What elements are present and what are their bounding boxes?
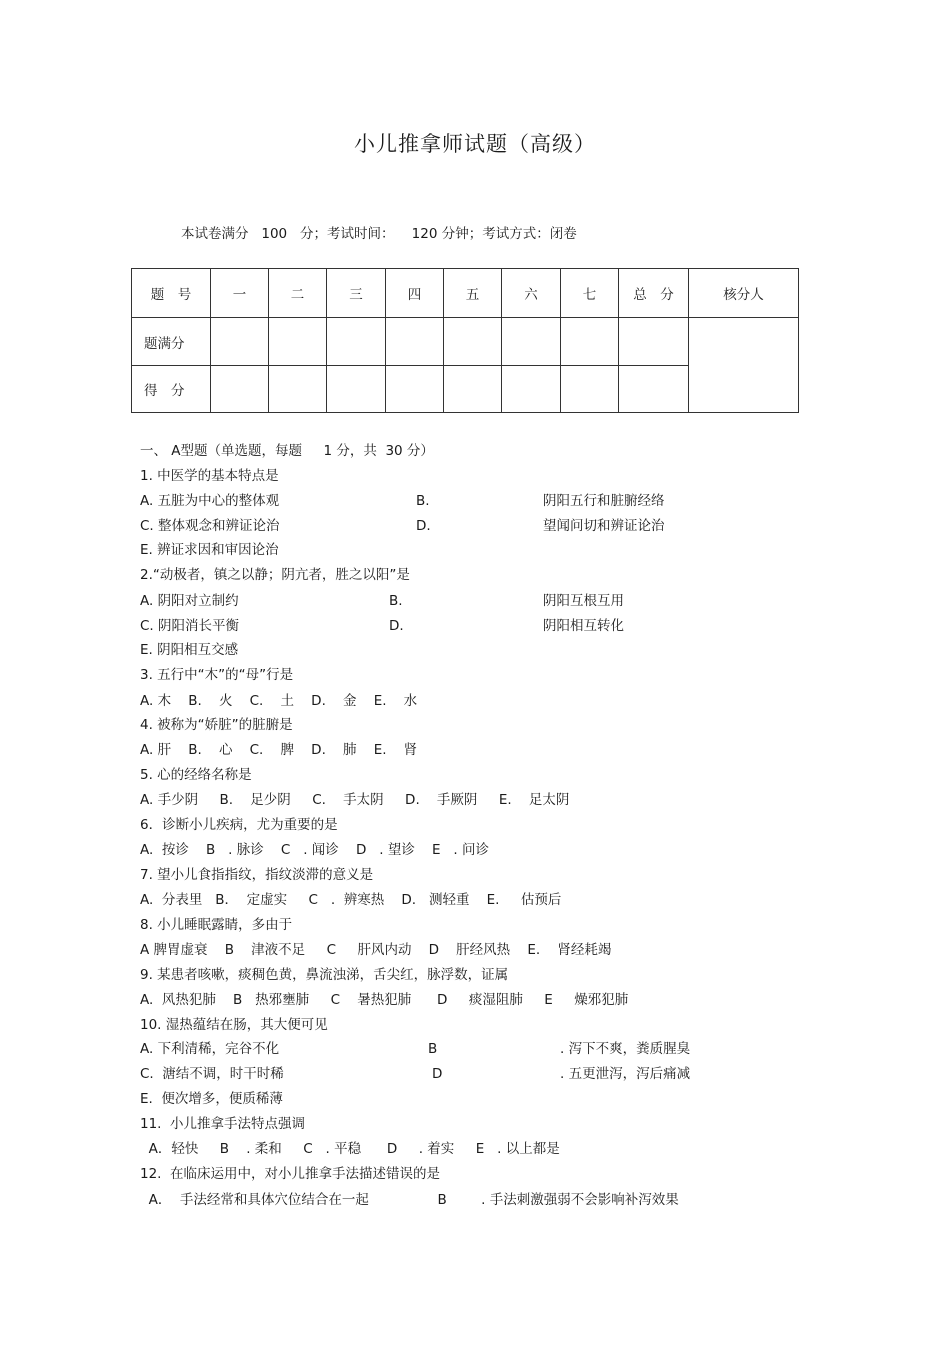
- exam-info: 本试卷满分 100 分；考试时间： 120 分钟；考试方式：闭卷: [181, 226, 577, 242]
- question-line-option: . 泻下不爽，粪质腥臭: [560, 1041, 691, 1057]
- question-line: A. 下利清稀，完谷不化: [140, 1041, 280, 1057]
- question-line: 4. 被称为“娇脏”的脏腑是: [140, 717, 293, 733]
- question-line: A. 手少阴 B. 足少阴 C. 手太阴 D. 手厥阴 E. 足太阴: [140, 792, 570, 808]
- question-line: A. 按诊 B . 脉诊 C . 闻诊 D . 望诊 E . 问诊: [140, 842, 489, 858]
- question-line-option: D.: [416, 518, 431, 534]
- score-cell: [444, 366, 502, 413]
- score-cell: [386, 318, 444, 366]
- question-line-option: 阴阳互根互用: [543, 593, 624, 609]
- score-cell: [619, 366, 689, 413]
- question-line: A 脾胃虚衰 B 津液不足 C 肝风内动 D 肝经风热 E. 肾经耗竭: [140, 942, 612, 958]
- question-line: A． 手法经常和具体穴位结合在一起 B . 手法刺激强弱不会影响补泻效果: [140, 1192, 679, 1208]
- score-cell: [269, 318, 327, 366]
- score-cell: [502, 318, 561, 366]
- question-line: A. 阴阳对立制约: [140, 593, 239, 609]
- header-cell-4: 四: [386, 269, 444, 318]
- score-cell: [327, 318, 386, 366]
- score-cell: [211, 366, 269, 413]
- score-cell: [444, 318, 502, 366]
- question-line-option: B: [428, 1041, 438, 1057]
- question-line: A. 五脏为中心的整体观: [140, 493, 280, 509]
- question-line-option: 望闻问切和辨证论治: [543, 518, 665, 534]
- question-line: A. 肝 B. 心 C. 脾 D. 肺 E. 肾: [140, 742, 418, 758]
- question-line: C. 阴阳消长平衡: [140, 618, 240, 634]
- score-cell: [327, 366, 386, 413]
- header-cell-total: 总 分: [619, 269, 689, 318]
- question-line-option: 阴阳相互转化: [543, 618, 624, 634]
- question-line: A．轻快 B . 柔和 C . 平稳 D . 着实 E . 以上都是: [140, 1141, 560, 1157]
- question-line-option: 阴阳五行和脏腑经络: [543, 493, 665, 509]
- score-cell: [619, 318, 689, 366]
- question-line: 8. 小儿睡眠露睛，多由于: [140, 917, 293, 933]
- question-line: 7. 望小儿食指指纹，指纹淡滞的意义是: [140, 867, 374, 883]
- row-label-obtained-score: 得 分: [132, 366, 211, 413]
- question-line: A. 木 B. 火 C. 土 D. 金 E. 水: [140, 693, 418, 709]
- header-cell-1: 一: [211, 269, 269, 318]
- page-title: 小儿推拿师试题（高级）: [354, 132, 596, 156]
- header-cell-checker: 核分人: [689, 269, 799, 318]
- question-line: 3. 五行中“木”的“母”行是: [140, 667, 294, 683]
- header-cell-3: 三: [327, 269, 386, 318]
- question-line: E. 辨证求因和审因论治: [140, 542, 279, 558]
- question-line: C. 整体观念和辨证论治: [140, 518, 280, 534]
- question-line: 6．诊断小儿疾病，尤为重要的是: [140, 817, 338, 833]
- question-line-option: D: [432, 1066, 443, 1082]
- checker-cell: [689, 318, 799, 413]
- score-cell: [502, 366, 561, 413]
- question-line: 5. 心的经络名称是: [140, 767, 252, 783]
- score-table: [131, 268, 799, 413]
- score-cell: [561, 318, 619, 366]
- score-cell: [269, 366, 327, 413]
- score-cell: [211, 318, 269, 366]
- question-line: E. 便次增多，便质稀薄: [140, 1091, 283, 1107]
- question-line-option: B.: [416, 493, 430, 509]
- score-cell: [561, 366, 619, 413]
- question-line: 1. 中医学的基本特点是: [140, 468, 279, 484]
- question-line-option: D.: [389, 618, 404, 634]
- question-line: 10. 湿热蕴结在肠，其大便可见: [140, 1017, 328, 1033]
- header-cell-5: 五: [444, 269, 502, 318]
- question-line: A. 风热犯肺 B 热邪壅肺 C 暑热犯肺 D 痰湿阻肺 E 燥邪犯肺: [140, 992, 629, 1008]
- question-line-option: . 五更泄泻，泻后痛减: [560, 1066, 691, 1082]
- question-line: C. 溏结不调，时干时稀: [140, 1066, 284, 1082]
- question-line: 9. 某患者咳嗽，痰稠色黄，鼻流浊涕，舌尖红，脉浮数，证属: [140, 967, 509, 983]
- question-line: 2.“动极者，镇之以静；阴亢者，胜之以阳”是: [140, 567, 410, 583]
- score-cell: [386, 366, 444, 413]
- question-line-option: B.: [389, 593, 403, 609]
- question-line: A. 分表里 B． 定虚实 C . 辨寒热 D. 测轻重 E. 估预后: [140, 892, 562, 908]
- row-label-full-score: 题满分: [132, 318, 211, 366]
- header-cell-2: 二: [269, 269, 327, 318]
- question-line: 11. 小儿推拿手法特点强调: [140, 1116, 306, 1132]
- question-line: E. 阴阳相互交感: [140, 642, 239, 658]
- header-cell-number: 题 号: [132, 269, 211, 318]
- question-line: 一、 A型题（单选题，每题 1 分，共 30 分）: [140, 443, 434, 459]
- header-cell-6: 六: [502, 269, 561, 318]
- question-line: 12. 在临床运用中，对小儿推拿手法描述错误的是: [140, 1166, 441, 1182]
- header-cell-7: 七: [561, 269, 619, 318]
